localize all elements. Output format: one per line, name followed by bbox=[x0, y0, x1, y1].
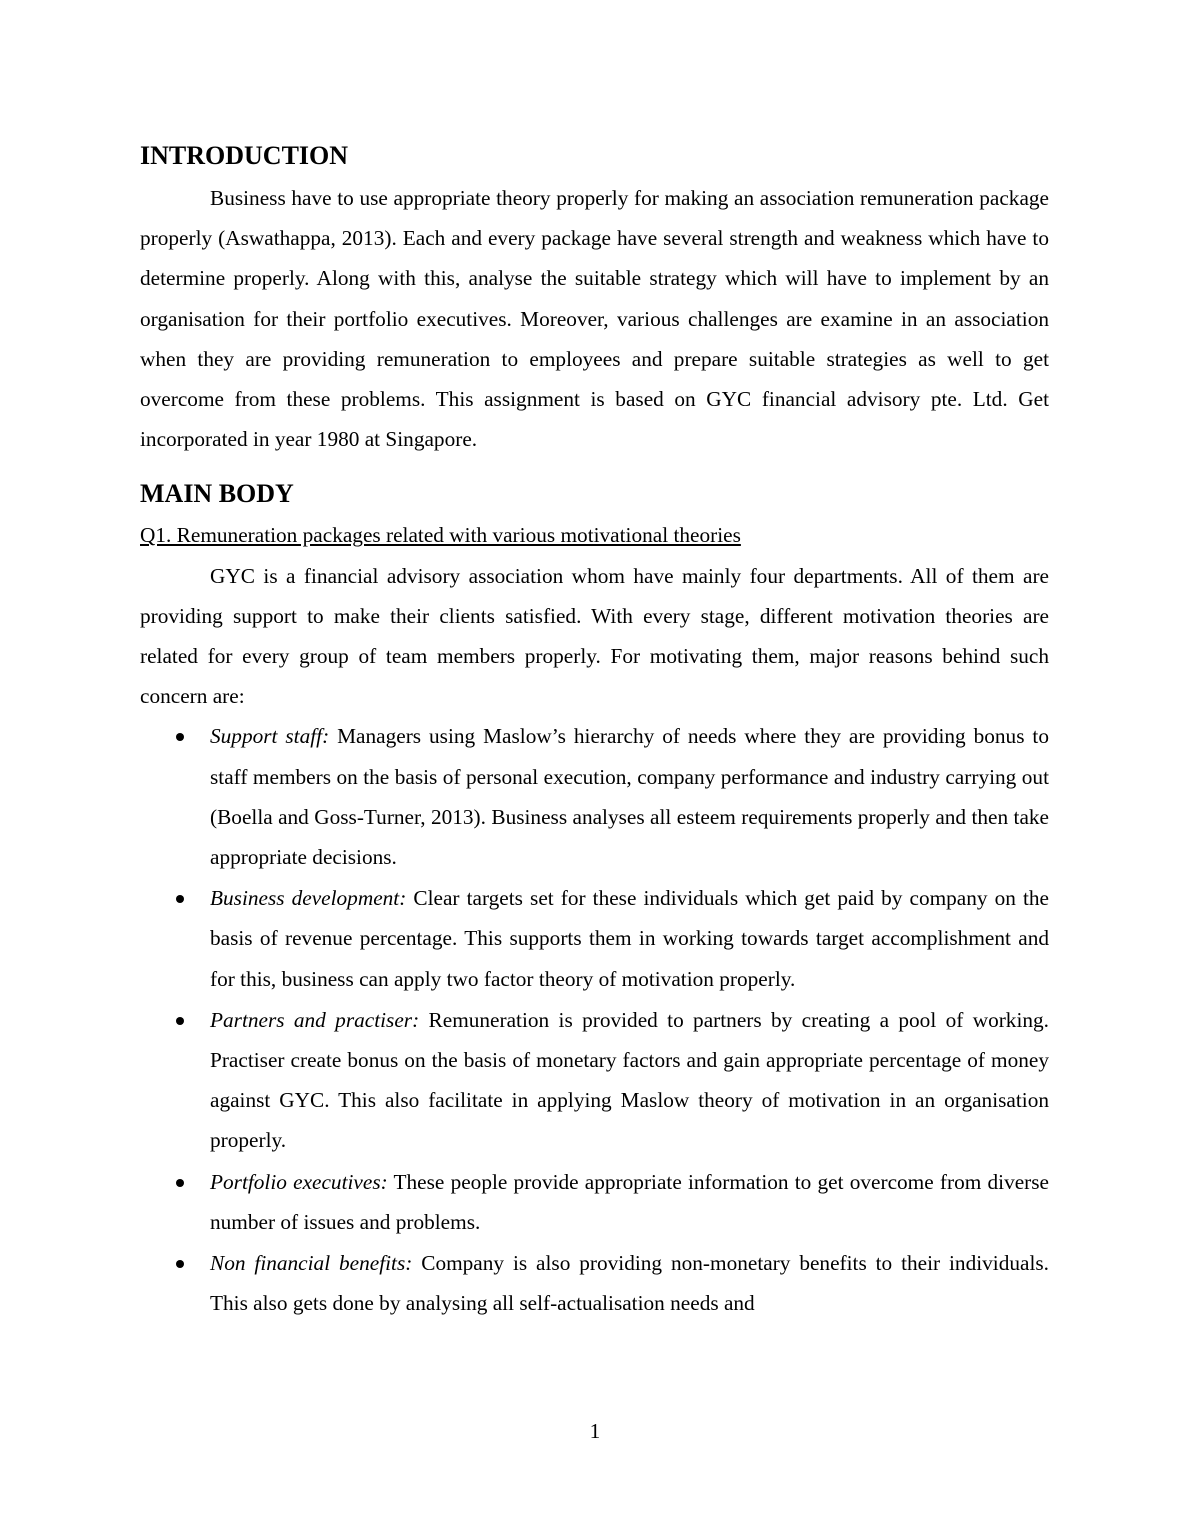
introduction-paragraph: Business have to use appropriate theory properly for making an association remuneration package properly (Aswathappa, 2013). Each and every package have several strength and weakness which have to determine properly. Along with this, analyse the suitable strategy which will have to implement by an organisation for their portfolio executives. Moreover, various challenges are examine in an association when they are providing remuneration to employees and prepare suitable strategies as well to get overcome from these problems. This assignment is based on GYC financial advisory pte. Ltd. Get incorporated in year 1980 at Singapore. bbox=[140, 186, 1049, 452]
bullet-icon bbox=[176, 895, 184, 903]
list-item bbox=[140, 1162, 1049, 1242]
motivation-bullet-list bbox=[140, 716, 1049, 1323]
list-item bbox=[140, 1243, 1049, 1323]
q1-title: Q1. Remuneration packages related with various motivational theories bbox=[140, 523, 741, 548]
bullet-text: Remuneration is provided to partners by creating a pool of working. Practiser create bonus on the basis of monetary factors and gain appropriate percentage of money against GYC. This also facilitate in applying Maslow theory of motivation in an organisation properly. bbox=[210, 1007, 1049, 1153]
bullet-term: Portfolio executives: bbox=[210, 1169, 388, 1194]
bullet-term: Support staff: bbox=[210, 724, 330, 749]
main-body-heading: MAIN BODY bbox=[140, 479, 294, 509]
introduction-heading: INTRODUCTION bbox=[140, 141, 349, 170]
page-number: 1 bbox=[589, 1419, 601, 1443]
bullet-icon bbox=[176, 1179, 184, 1187]
bullet-term: Non financial benefits: bbox=[210, 1251, 413, 1276]
bullet-term: Partners and practiser: bbox=[210, 1007, 420, 1032]
bullet-icon bbox=[176, 1260, 184, 1268]
bullet-text: Company is also providing non-monetary benefits to their individuals. This also gets done by analysing all self-actualisation needs and bbox=[210, 1251, 1049, 1316]
bullet-text: Clear targets set for these individuals which get paid by company on the basis of revenue percentage. This supports them in working towards target accomplishment and for this, business can apply two factor theory of motivation properly. bbox=[210, 886, 1049, 991]
list-item bbox=[140, 1000, 1049, 1161]
list-item bbox=[140, 716, 1049, 877]
bullet-term: Business development: bbox=[210, 886, 407, 911]
bullet-text: These people provide appropriate information to get overcome from diverse number of issues and problems. bbox=[210, 1169, 1049, 1234]
bullet-icon bbox=[176, 733, 184, 741]
q1-intro-paragraph: GYC is a financial advisory association whom have mainly four departments. All of them are providing support to make their clients satisfied. With every stage, different motivation theories are related for every group of team members properly. For motivating them, major reasons behind such concern are: bbox=[140, 563, 1049, 709]
bullet-icon bbox=[176, 1017, 184, 1025]
list-item bbox=[140, 878, 1049, 999]
document-page bbox=[140, 138, 1049, 1324]
bullet-text: Managers using Maslow’s hierarchy of needs where they are providing bonus to staff members on the basis of personal execution, company performance and industry carrying out (Boella and Goss-Turner, 2013). Business analyses all esteem requirements properly and then take appropriate decisions. bbox=[210, 724, 1049, 870]
